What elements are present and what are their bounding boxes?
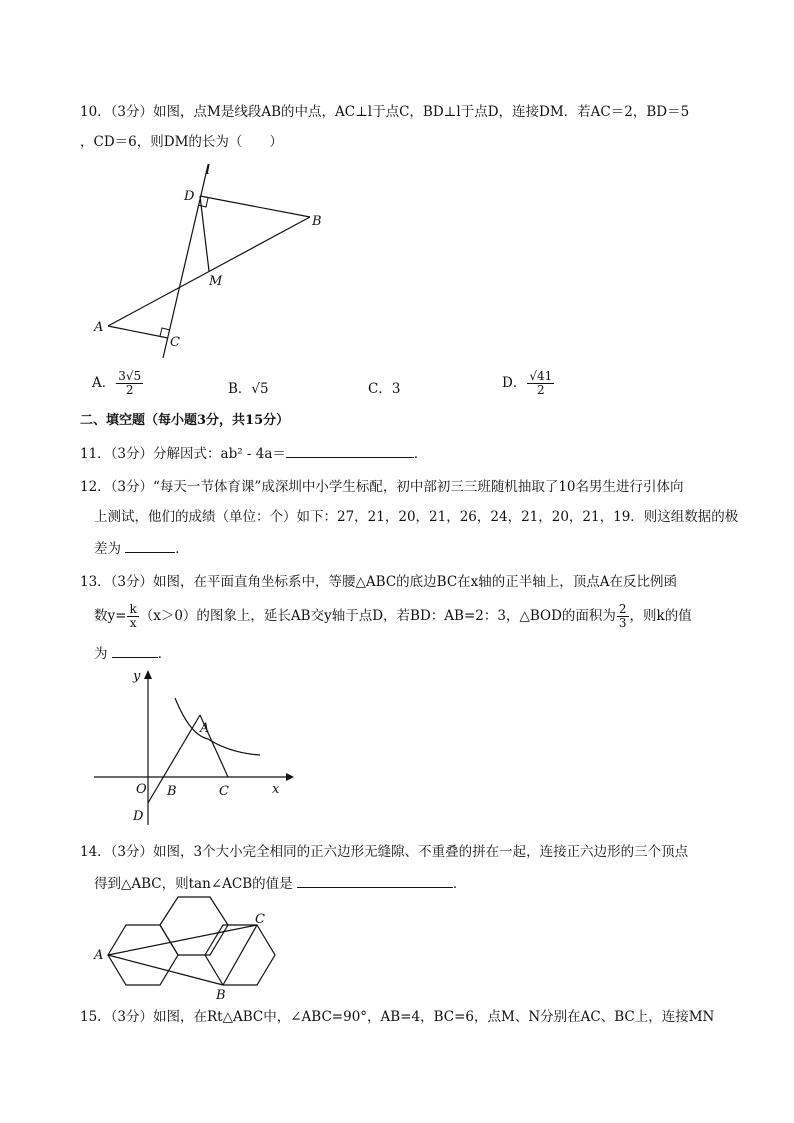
label-l: l xyxy=(206,163,211,178)
q10-option-b: B．√5 xyxy=(228,381,269,397)
label-A: A xyxy=(200,721,210,736)
q12-line1: 12．（3分）“每天一节体育课”成深圳中小学生标配，初中部初三三班随机抽取了10名男生进行引体向 xyxy=(80,479,684,495)
label-C: C xyxy=(255,912,265,927)
q12-blank xyxy=(125,538,175,553)
q10-option-c: C．3 xyxy=(368,381,401,397)
q13-figure xyxy=(90,665,300,835)
segment-DM xyxy=(200,196,209,271)
q14-figure xyxy=(90,895,290,1005)
q10-option-d: D． $\frac{√41}{2}$ xyxy=(502,369,553,397)
q13-blank xyxy=(112,643,158,658)
segment-AC xyxy=(108,326,168,338)
label-M: M xyxy=(209,274,223,289)
q13-line3: 为 ． xyxy=(94,643,171,663)
q10-line2: ，CD＝6，则DM的长为（ ） xyxy=(80,134,283,150)
y-axis-arrow xyxy=(144,670,152,679)
q10-option-a: A． $\frac{3√5}{2}$ xyxy=(92,369,142,397)
segment-AB xyxy=(108,955,223,985)
q12-line2: 上测试，他们的成绩（单位：个）如下：27，21，20，21，26，24，21，20，21，19．则这组数据的极 xyxy=(94,509,739,525)
label-y: y xyxy=(133,669,141,684)
hexagon-top xyxy=(160,897,228,955)
q13-line1: 13．（3分）如图，在平面直角坐标系中，等腰△ABC的底边BC在x轴的正半轴上，顶点A在反比例函 xyxy=(80,574,678,590)
q14-blank xyxy=(297,873,453,888)
label-D: D xyxy=(184,189,195,204)
hyperbola xyxy=(175,698,260,755)
label-A: A xyxy=(94,948,104,963)
q10-figure xyxy=(88,160,338,365)
q12-line3: 差为 ． xyxy=(94,538,189,558)
q14-line1: 14．（3分）如图，3个大小完全相同的正六边形无缝隙、不重叠的拼在一起，连接正六边形的三个顶点 xyxy=(80,844,689,860)
q14-line2: 得到△ABC，则tan∠ACB的值是 ． xyxy=(94,873,466,893)
label-B: B xyxy=(216,988,226,1003)
label-D: D xyxy=(133,809,144,824)
label-C: C xyxy=(170,335,180,350)
segment-BC xyxy=(223,925,257,985)
x-axis-arrow xyxy=(286,773,294,781)
segment-AB xyxy=(108,217,310,326)
segment-DB xyxy=(200,196,310,217)
section-heading: 二、填空题（每小题3分，共15分） xyxy=(80,413,290,428)
label-C: C xyxy=(219,784,229,799)
q10-line1: 10．（3分）如图，点M是线段AB的中点，AC⊥l于点C，BD⊥l于点D，连接DM．若AC＝2，BD＝5 xyxy=(80,104,690,120)
q15-line1: 15．（3分）如图，在Rt△ABC中，∠ABC=90°，AB=4，BC=6，点M、N分别在AC、BC上，连接MN xyxy=(80,1009,715,1025)
label-A: A xyxy=(94,320,104,335)
segment-AC xyxy=(108,925,257,955)
q11-blank xyxy=(286,443,414,458)
label-B: B xyxy=(167,784,177,799)
q13-line2: 数y= $\frac{k}{x}$ （x＞0）的图象上，延长AB交y轴于点D，若BD：AB=2：3，△BOD的面积为 $\frac{2}{3}$ ，则k的值 xyxy=(94,602,692,630)
label-B: B xyxy=(312,214,322,229)
q11: 11．（3分）分解因式：ab² - 4a＝ ． xyxy=(80,443,427,463)
label-O: O xyxy=(136,782,147,797)
label-x: x xyxy=(272,782,280,797)
hexagon-left xyxy=(108,925,178,985)
